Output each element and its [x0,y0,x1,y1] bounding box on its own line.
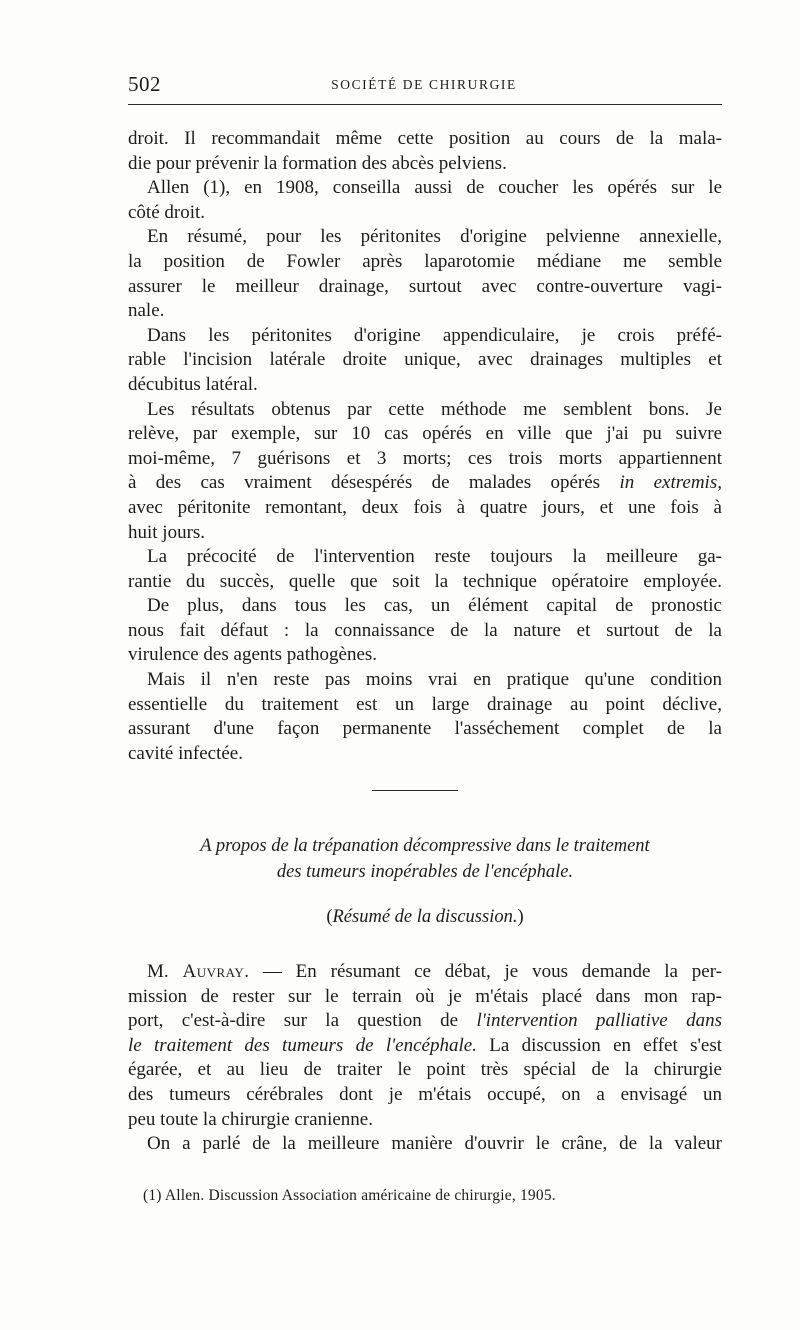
text-line: rantie du succès, quelle que soit la technique opératoire employée. [128,570,722,592]
text-line: En résumé, pour les péritonites d'origine pelvienne annexielle, [147,226,722,248]
footnote: (1) Allen. Discussion Association américaine de chirurgie, 1905. [143,1187,556,1204]
text-line: avec péritonite remontant, deux fois à quatre jours, et une fois à [128,496,722,518]
text-line: huit jours. [128,521,206,543]
text-line: assurer le meilleur drainage, surtout avec contre-ouverture vagi- [128,275,722,297]
text-line: essentielle du traitement est un large drainage au point déclive, [128,693,722,715]
text-line: moi-même, 7 guérisons et 3 morts; ces trois morts appartiennent [128,447,722,469]
text-segment: . — En résumant ce débat, je vous demande la per- [244,961,722,982]
text-line [128,1009,722,1034]
body-text [128,127,722,766]
section-title [128,833,722,885]
text-line: virulence des agents pathogènes. [128,644,378,666]
speaker-name: Auvray [182,961,245,982]
text-segment: La discussion en effet s'est [476,1034,722,1056]
text-line: cavité infectée. [128,742,243,764]
text-line [128,1034,722,1059]
paren-open: ( [326,907,333,927]
speaker-prefix: M. [147,961,183,982]
text-line: égarée, et au lieu de traiter le point très spécial de la chirurgie [128,1059,722,1081]
text-line [128,960,722,985]
section-separator [372,790,458,791]
section-subtitle [128,904,722,930]
running-head: SOCIÉTÉ DE CHIRURGIE [331,77,517,92]
text-line: La précocité de l'intervention reste toujours la meilleure ga- [147,546,722,568]
text-line [128,471,722,496]
header-rule [128,104,722,105]
text-line: De plus, dans tous les cas, un élément capital de pronostic [147,595,722,617]
text-line: mission de rester sur le terrain où je m'étais placé dans mon rap- [128,985,722,1007]
text-line: côté droit. [128,201,206,223]
section-title-line: A propos de la trépanation décompressive dans le traitement [200,836,650,856]
text-line: Dans les péritonites d'origine appendiculaire, je crois préfé- [147,324,722,346]
text-line: rable l'incision latérale droite unique, avec drainages multiples et [128,349,722,371]
discussion-text [128,960,722,1157]
italic-phrase: in extremis, [619,472,722,494]
paren-close: ) [517,907,524,927]
text-line: Allen (1), en 1908, conseilla aussi de coucher les opérés sur le [147,177,722,199]
italic-phrase: l'intervention palliative dans [476,1010,722,1032]
subtitle-text: Résumé de la discussion. [332,907,518,927]
text-line: On a parlé de la meilleure manière d'ouvrir le crâne, de la valeur [147,1133,722,1155]
page-header [128,70,720,100]
text-segment: à des cas vraiment désespérés de malades opérés [128,472,620,494]
text-line: peu toute la chirurgie cranienne. [128,1108,373,1130]
text-segment: port, c'est-à-dire sur la question de [128,1010,477,1032]
text-line: des tumeurs cérébrales dont je m'étais occupé, on a envisagé un [128,1083,722,1105]
text-line: Les résultats obtenus par cette méthode me semblent bons. Je [147,398,722,420]
section-title-line: des tumeurs inopérables de l'encéphale. [276,862,574,882]
text-line: la position de Fowler après laparotomie médiane me semble [128,250,722,272]
italic-phrase: le traitement des tumeurs de l'encéphale. [128,1034,477,1056]
text-line: décubitus latéral. [128,373,258,395]
text-line: Mais il n'en reste pas moins vrai en pratique qu'une condition [147,669,722,691]
text-line: nale. [128,300,165,322]
text-line: assurant d'une façon permanente l'asséchement complet de la [128,718,722,740]
text-line: nous fait défaut : la connaissance de la nature et surtout de la [128,619,722,641]
text-line: die pour prévenir la formation des abcès pelviens. [128,152,507,174]
text-line: droit. Il recommandait même cette position au cours de la mala- [128,128,722,149]
page-number: 502 [128,72,161,96]
text-line: relève, par exemple, sur 10 cas opérés en ville que j'ai pu suivre [128,423,722,445]
